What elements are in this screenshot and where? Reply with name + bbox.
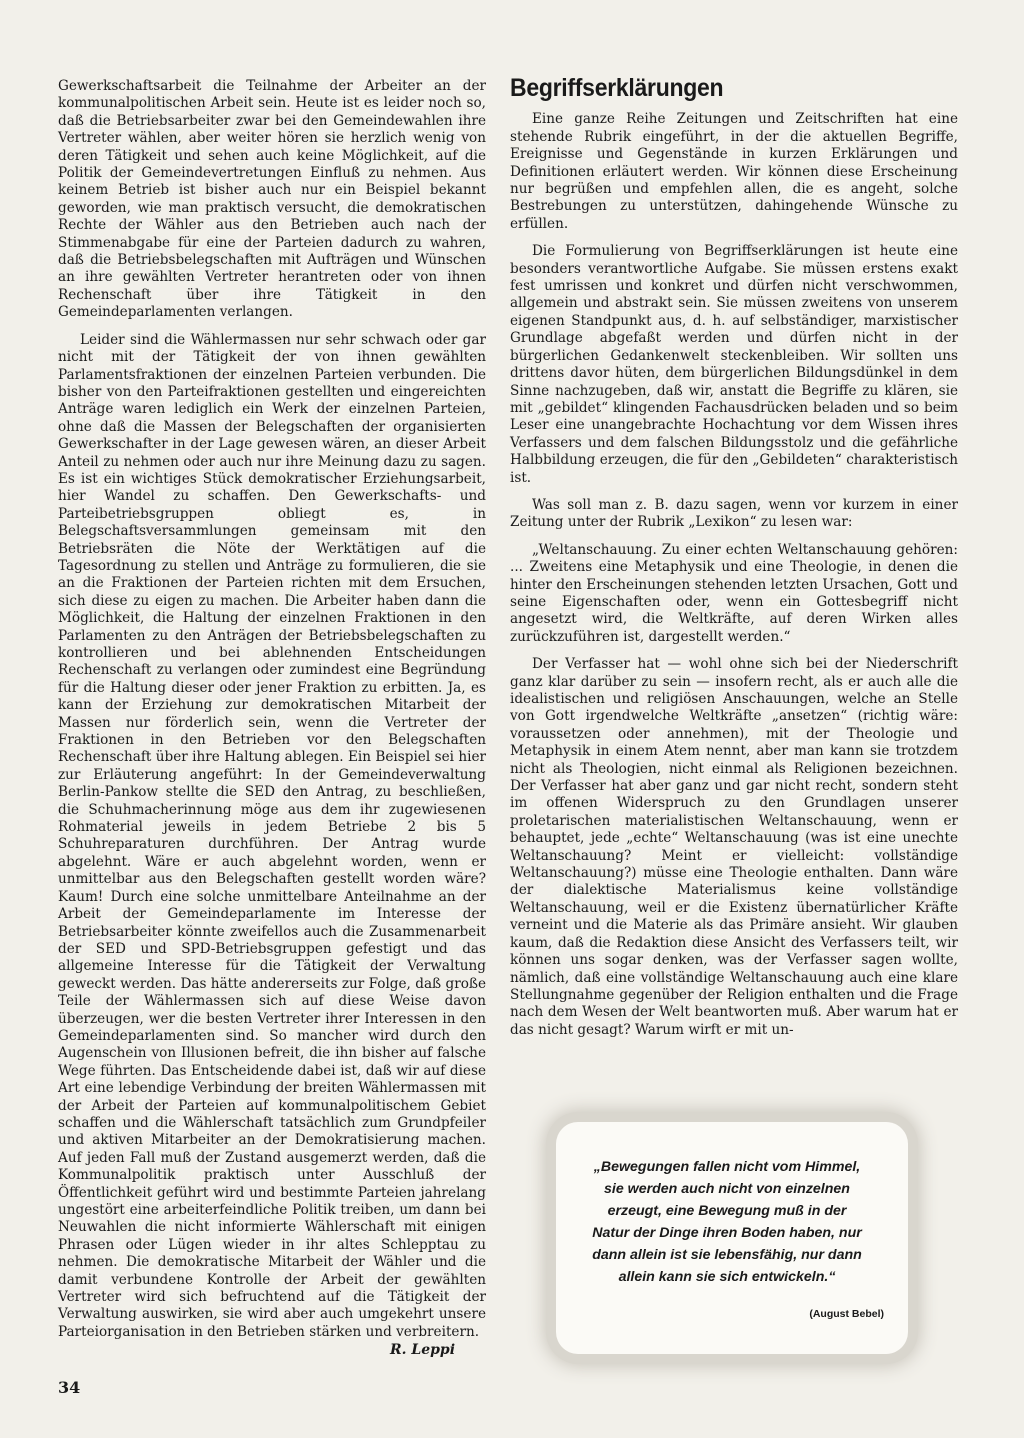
left-paragraph-1: Gewerkschaftsarbeit die Teilnahme der Arbeiter an der kommunalpolitischen Arbeit sein. Heute ist es leider noch so, daß die Betriebsarbeiter zwar bei den Gemeindewahlen ihre Vertreter wählen, aber weiter hören sie herzlich wenig von deren Tätigkeit und sehen auch keine Möglichkeit, auf die Politik der Gemeindevertretungen Einfluß zu nehmen. Aus keinem Betrieb ist bisher auch nur ein Beispiel bekannt geworden, wie man praktisch versucht, die demokratischen Rechte der Wähler aus den Betrieben auch nach der Stimmenabgabe für eine der Parteien dadurch zu wahren, daß die Betriebsbelegschaften mit Aufträgen und Wünschen an ihre gewählten Vertreter herantreten oder von ihnen Rechenschaft über ihre Tätigkeit in den Gemeindeparlamenten verlangen. [58, 78, 486, 321]
right-paragraph-3: Was soll man z. B. dazu sagen, wenn vor kurzem in einer Zeitung unter der Rubrik „Lexikon“ zu lesen war: [510, 496, 958, 531]
bebel-quote-box [556, 1122, 908, 1354]
right-paragraph-1: Eine ganze Reihe Zeitungen und Zeitschriften hat eine stehende Rubrik eingeführt, in der die aktuellen Begriffe, Ereignisse und Gegenstände in kurzen Erklärungen und Definitionen erläutert werden. Wir können diese Erscheinung nur begrüßen und empfehlen allen, die es angeht, solche Bestrebungen zu unterstützen, dahingehende Wünsche zu erfüllen. [510, 111, 958, 232]
bebel-quote-author: (August Bebel) [809, 1308, 884, 1320]
left-column [58, 78, 486, 1351]
right-column [510, 74, 958, 1049]
right-paragraph-2: Die Formulierung von Begriffserklärungen ist heute eine besonders verantwortliche Aufgabe. Sie müssen erstens exakt fest umrissen und konkret und dürfen nicht verschwommen, allgemein und abstrakt sein. Sie müssen zweitens von unserem eigenen Standpunkt aus, d. h. auf selbständiger, marxistischer Grundlage abgefaßt werden und dürfen nicht in der bürgerlichen Gedankenwelt steckenbleiben. Wir sollten uns drittens davor hüten, dem bürgerlichen Bildungsdünkel in dem Sinne nachzugeben, daß wir, anstatt die Begriffe zu klären, sie mit „gebildet“ klingenden Fachausdrücken beladen und so beim Leser eine unangebrachte Hochachtung vor dem Wissen ihres Verfassers und dem falschen Bildungsstolz und die gefährliche Halbbildung erzeugen, die für den „Gebildeten“ charakteristisch ist. [510, 243, 958, 486]
right-paragraph-4: Der Verfasser hat — wohl ohne sich bei der Niederschrift ganz klar darüber zu sein — insofern recht, als er auch alle die idealistischen und religiösen Anschauungen, welche an Stelle von Gott irgendwelche Weltkräfte „ansetzen“ (richtig wäre: voraussetzen oder annehmen), mit der Theologie und Metaphysik in einem Atem nennt, aber man kann sie trotzdem nicht als Theologien, nicht einmal als Religionen bezeichnen. Der Verfasser hat aber ganz und gar nicht recht, sondern steht im offenen Widerspruch zu den Grundlagen unserer proletarischen materialistischen Weltanschauung, wenn er behauptet, jede „echte“ Weltanschauung (was ist eine unechte Weltanschauung? Meint er vielleicht: vollständige Weltanschauung?) müsse eine Theologie enthalten. Dann wäre der dialektische Materialismus keine vollständige Weltanschauung, weil er die Existenz übernatürlicher Kräfte verneint und die Materie als das Primäre ansieht. Wir glauben kaum, daß die Redaktion diese Ansicht des Verfassers teilt, wir können uns sogar denken, was der Verfasser sagen wollte, nämlich, daß eine vollständige Weltanschauung auch eine klare Stellungnahme gegenüber der Religion enthalten und die Frage nach dem Wesen der Welt beantworten muß. Aber warum hat er das nicht gesagt? Warum wirft er mit un- [510, 656, 958, 1038]
author-signature: R. Leppi [390, 1342, 456, 1358]
article-heading: Begriffserklärungen [510, 74, 724, 102]
lexicon-quote: „Weltanschauung. Zu einer echten Weltanschauung gehören: ... Zweitens eine Metaphysik und eine Theologie, in denen die hinter den Erscheinungen stehenden letzten Ursachen, Gott und seine Eigenschaften oder, wenn ein Gottesbegriff nicht angesetzt wird, die Weltkräfte, auf deren Wirken alles zurückzuführen ist, dargestellt werden.“ [510, 541, 958, 645]
page-number: 34 [58, 1378, 81, 1397]
bebel-quote-text: „Bewegungen fallen nicht vom Himmel, sie werden auch nicht von einzelnen erzeugt, eine Bewegung muß in der Natur der Dinge ihren Boden haben, nur dann allein ist sie lebensfähig, nur dann allein kann sie sich entwickeln.“ [592, 1159, 862, 1285]
left-paragraph-2: Leider sind die Wählermassen nur sehr schwach oder gar nicht mit der Tätigkeit der von ihnen gewählten Parlamentsfraktionen der einzelnen Parteien verbunden. Die bisher von den Parteifraktionen gestellten und eingereichten Anträge waren lediglich ein Werk der einzelnen Parteien, ohne daß die Massen der Belegschaften der organisierten Gewerkschafter in der Lage gewesen wären, an dieser Arbeit Anteil zu nehmen oder auch nur ihre Meinung dazu zu sagen. Es ist ein wichtiges Stück demokratischer Erziehungsarbeit, hier Wandel zu schaffen. Den Gewerkschafts- und Parteibetriebsgruppen obliegt es, in Belegschaftsversammlungen gemeinsam mit den Betriebsräten die Nöte der Werktätigen auf die Tagesordnung zu stellen und Anträge zu formulieren, die sie an die Fraktionen der Parteien richten mit dem Ersuchen, sich diese zu eigen zu machen. Die Arbeiter haben dann die Möglichkeit, die Haltung der einzelnen Fraktionen in den Parlamenten zu den Anträgen der Betriebsbelegschaften zu kontrollieren und bei ablehnenden Entscheidungen Rechenschaft zu verlangen oder zumindest eine Begründung für die Haltung dieser oder jener Fraktion zu erbitten. Ja, es kann der Erziehung zur demokratischen Mitarbeit der Massen nur förderlich sein, wenn die Vertreter der Fraktionen in den Betrieben vor den Belegschaften Rechenschaft über ihre Haltung ablegen. Ein Beispiel sei hier zur Erläuterung angeführt: In der Gemeindeverwaltung Berlin-Pankow stellte die SED den Antrag, zu beschließen, die Schuhmacherinnung möge aus dem ihr zugewiesenen Rohmaterial jeweils in jedem Betriebe 2 bis 5 Schuhreparaturen durchführen. Der Antrag wurde abgelehnt. Wäre er auch abgelehnt worden, wenn er unmittelbar aus den Belegschaften gestellt worden wäre? Kaum! Durch eine solche unmittelbare Anteilnahme an der Arbeit der Gemeindeparlamente im Interesse der Betriebsarbeiter könnte zweifellos auch die Zusammenarbeit der SED und SPD-Betriebsgruppen gefestigt und das allgemeine Interesse für die Tätigkeit der Verwaltung geweckt werden. Das hätte andererseits zur Folge, daß große Teile der Wählermassen sich auf diese Weise davon überzeugen, wer die besten Vertreter ihrer Interessen in den Gemeindeparlamenten sind. So mancher wird durch den Augenschein von Illusionen befreit, die ihn bisher auf falsche Wege führten. Das Entscheidende dabei ist, daß wir auf diese Art eine lebendige Verbindung der breiten Wählermassen mit der Arbeit der Parteien auf kommunalpolitischem Gebiet schaffen und die Wählerschaft tatsächlich zum Grundpfeiler und aktiven Mitarbeiter an der Demokratisierung machen. Auf jeden Fall muß der Zustand ausgemerzt werden, daß die Kommunalpolitik praktisch unter Ausschluß der Öffentlichkeit geführt wird und bestimmte Parteien jahrelang ungestört eine arbeiterfeindliche Politik treiben, um dann bei Neuwahlen die nicht informierte Wählerschaft mit einigen Phrasen oder Lügen wieder in ihr altes Schlepptau zu nehmen. Die demokratische Mitarbeit der Wähler und die damit verbundene Kontrolle der Arbeit der gewählten Vertreter wird sich befruchtend auf die Tätigkeit der Verwaltung auswirken, sie wird aber auch umgekehrt unsere Parteiorganisation in den Betrieben stärken und verbreitern. [58, 331, 486, 1340]
